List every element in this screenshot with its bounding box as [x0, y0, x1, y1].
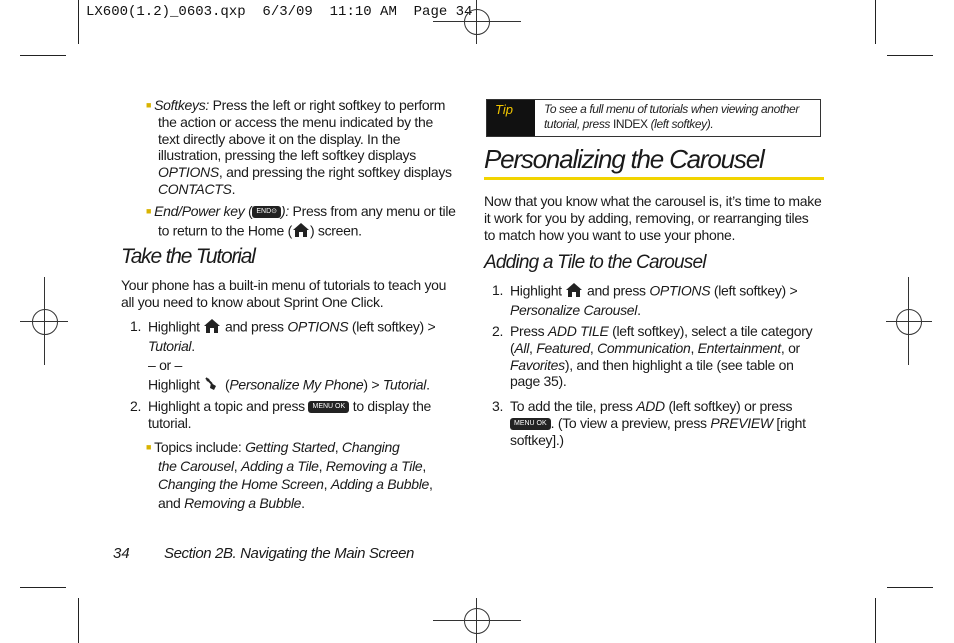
page-number: 34 [113, 545, 130, 562]
menu-ok-key-icon: MENU OK [308, 401, 349, 413]
home-icon [203, 318, 221, 338]
home-icon [292, 222, 310, 242]
tutorial-intro: Your phone has a built-in menu of tutorials to teach you all you need to know about Sprint One Click. [121, 277, 447, 310]
crop-mark [887, 587, 933, 588]
crop-mark [20, 587, 66, 588]
tip-text: To see a full menu of tutorials when viewing another tutorial, press INDEX (left softkey). [544, 102, 799, 131]
section-title: Section 2B. Navigating the Main Screen [164, 545, 414, 562]
carousel-step-1: 1. Highlight and press OPTIONS (left softkey) > Personalize Carousel. [492, 282, 798, 318]
heading-take-the-tutorial: Take the Tutorial [121, 245, 255, 268]
home-icon [565, 282, 583, 302]
heading-personalizing-the-carousel: Personalizing the Carousel [484, 144, 764, 174]
paintbrush-icon [203, 376, 221, 396]
print-slug: LX600(1.2)_0603.qxp 6/3/09 11:10 AM Page 34 [86, 4, 473, 20]
tutorial-step-2: 2. Highlight a topic and press MENU OK to display the tutorial. [130, 398, 432, 431]
carousel-intro: Now that you know what the carousel is, it’s time to make it work for you by adding, removing, or rearranging tiles to match how you want to use your phone. [484, 193, 822, 243]
carousel-step-3: 3. To add the tile, press ADD (left softkey) or press MENU OK . (To view a preview, press PREVIEW [right softkey].) [492, 398, 806, 448]
crop-mark [20, 55, 66, 56]
menu-ok-key-icon: MENU OK [510, 418, 551, 430]
tutorial-topics: ■ Topics include: Getting Started, Changing the Carousel, Adding a Tile, Removing a Tile, Changing the Home Screen, Adding a Bubble, and Removing a Bubble. [146, 439, 433, 511]
crop-mark [887, 55, 933, 56]
end-key-icon: END⊙ [252, 206, 281, 218]
crop-mark [875, 0, 876, 44]
crop-mark [875, 598, 876, 643]
crop-mark [78, 598, 79, 643]
bullet-softkeys: ■ Softkeys: Press the left or right softkey to perform the action or access the menu indicated by the text directly above it on the display. In the illustration, pressing the left softkey displays OPTIONS, and pressing the right softkey displays CONTACTS. [146, 97, 452, 197]
crop-mark [78, 0, 79, 44]
heading-rule [484, 177, 824, 180]
tutorial-step-1: 1. Highlight and press OPTIONS (left softkey) > Tutorial. – or – Highlight (Personalize My Phone) > Tutorial. [130, 318, 460, 396]
tip-box [486, 99, 821, 137]
carousel-step-2: 2. Press ADD TILE (left softkey), select a tile category (All, Featured, Communication, Entertainment, or Favorites), and then highlight a tile (see table on page 35). [492, 323, 813, 390]
bullet-end-power-key: ■ End/Power key ( END⊙ ): Press from any menu or tile to return to the Home ( ) screen. [146, 203, 466, 242]
heading-adding-a-tile: Adding a Tile to the Carousel [484, 252, 706, 273]
tip-label: Tip [487, 100, 535, 136]
